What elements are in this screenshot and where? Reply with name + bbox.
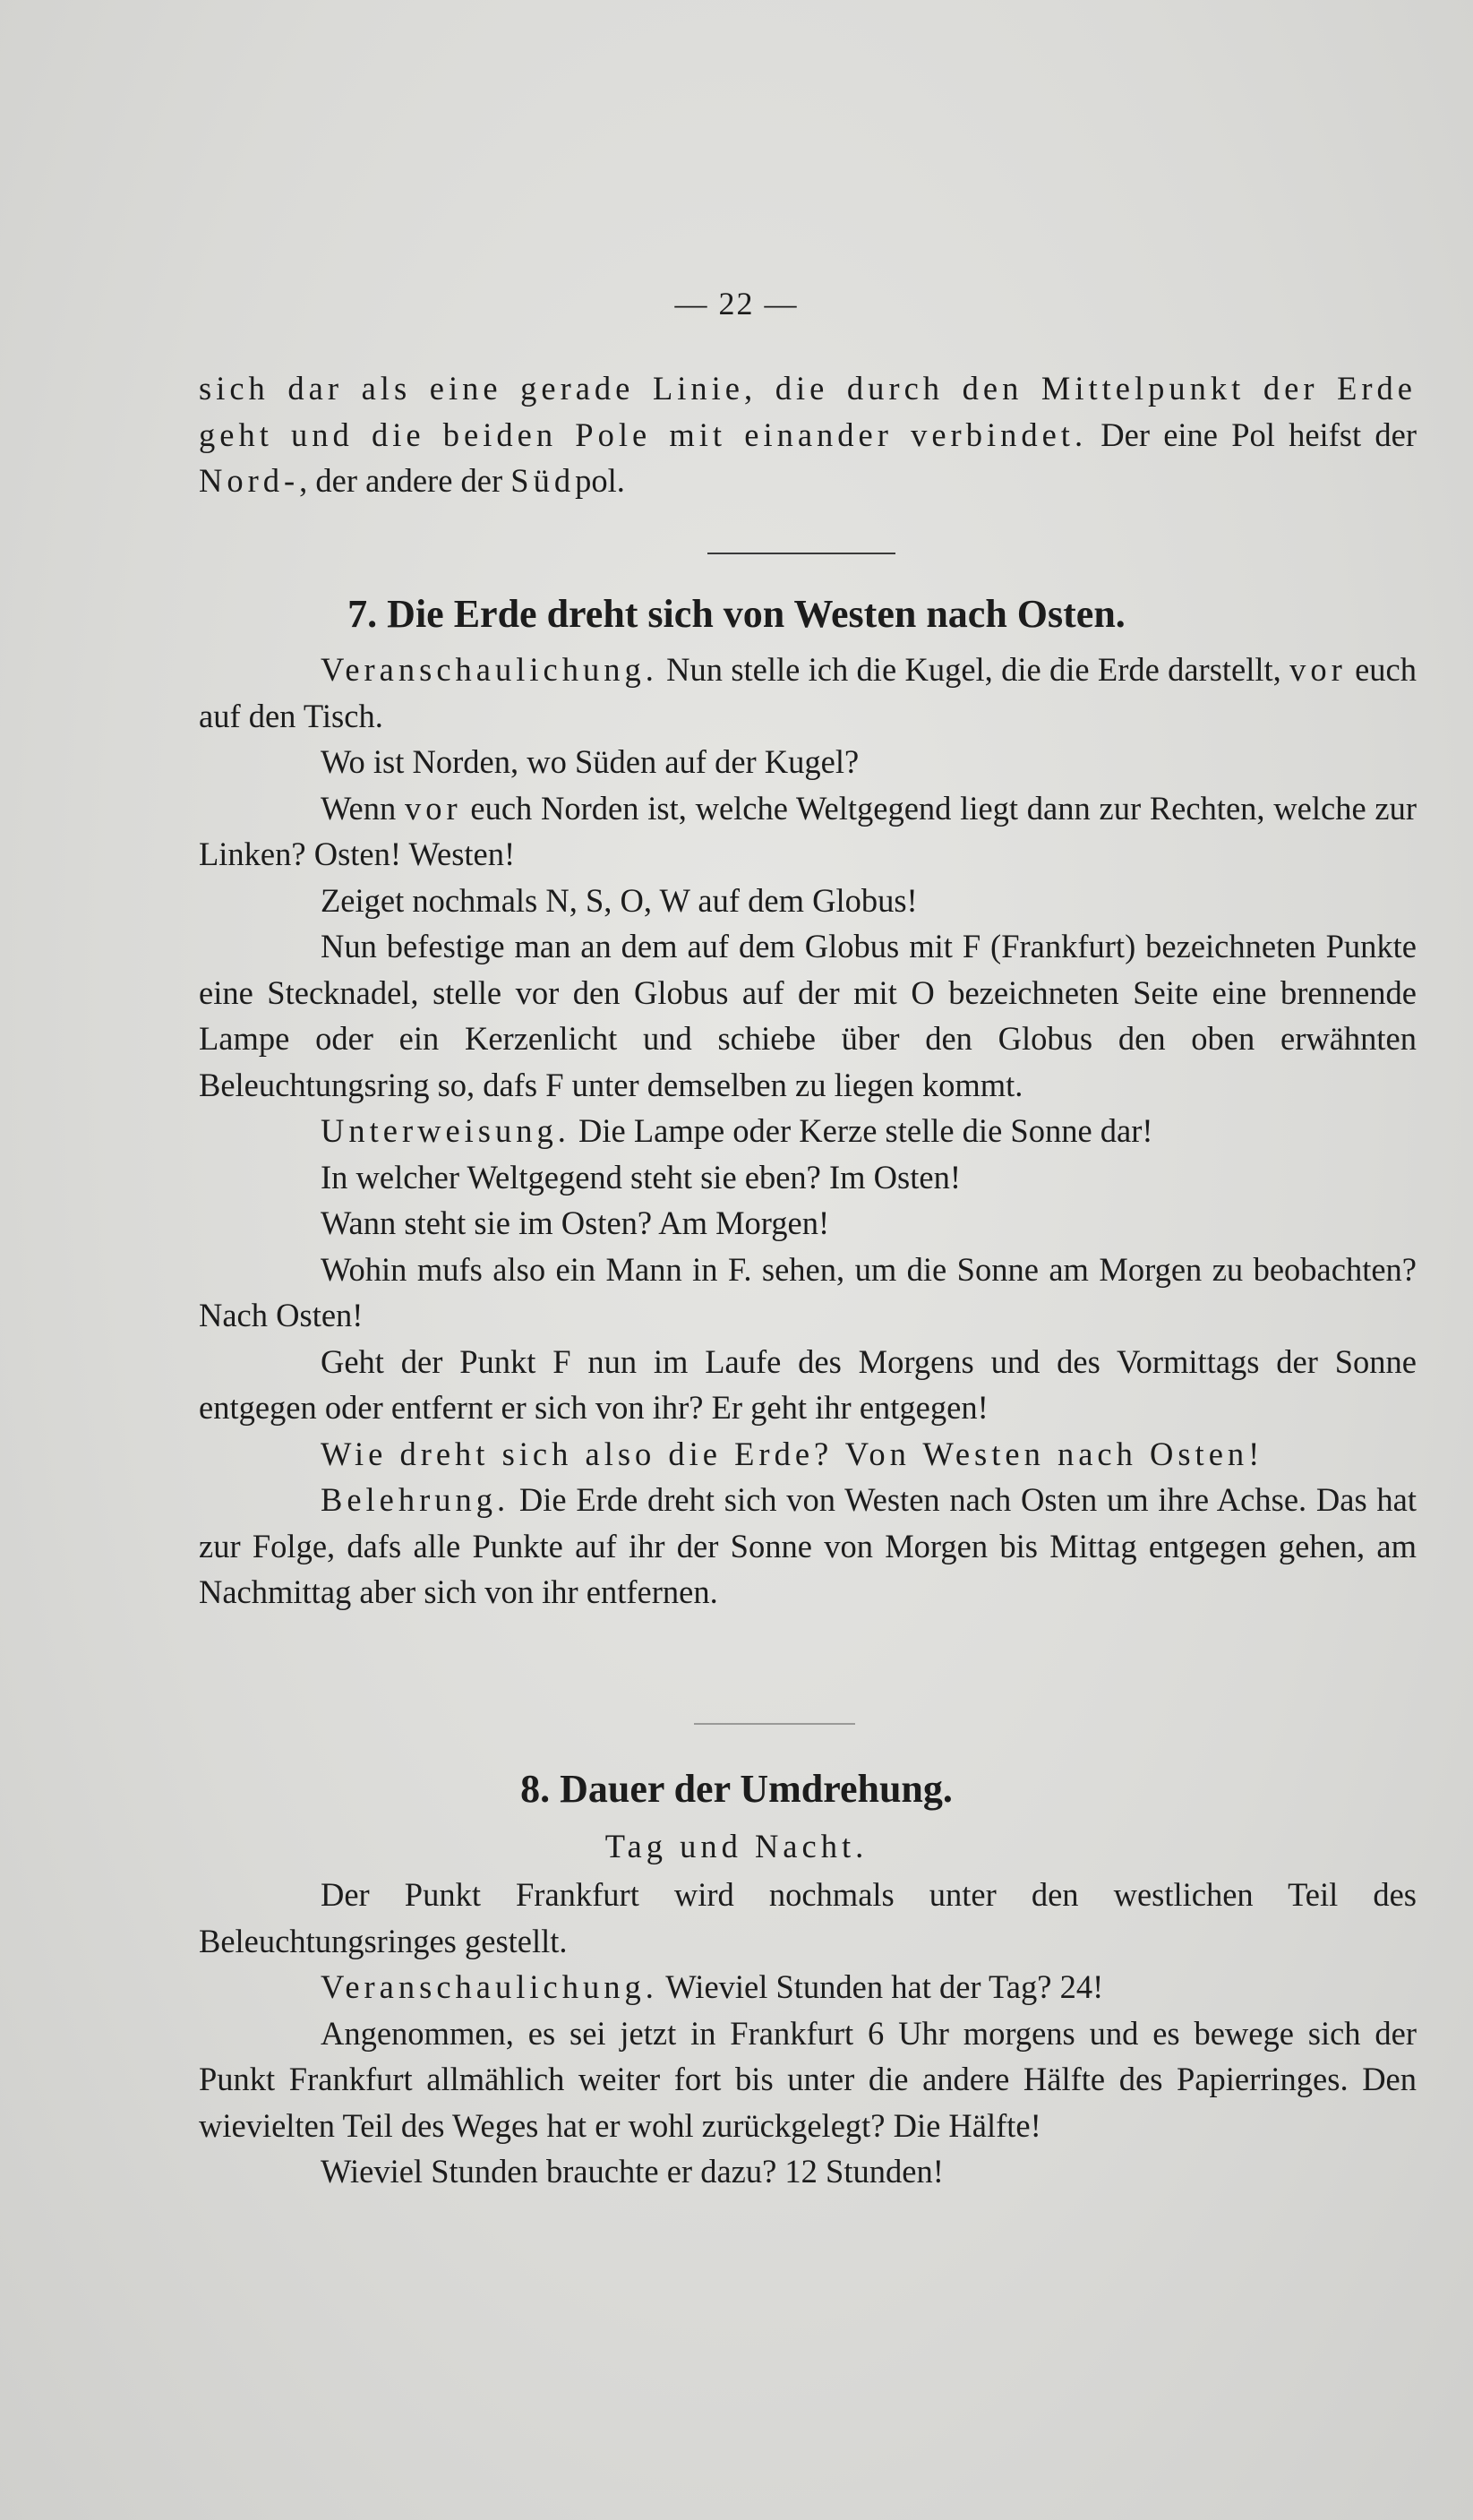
section-divider bbox=[694, 1723, 855, 1725]
text-run: euch Norden ist, welche Weltgegend liegt dann zur Rechten, welche zur Linken? Osten! Westen! bbox=[199, 789, 1417, 872]
spaced-text: sich dar als eine gerade Linie, die durch den Mittelpunkt der Erde geht und die beiden Pole mit einander verbindet. bbox=[199, 370, 1417, 453]
text-run: pol. bbox=[575, 462, 625, 499]
paragraph: Wieviel Stunden brauchte er dazu? 12 Stunden! bbox=[321, 2153, 944, 2190]
paragraph: Der Punkt Frankfurt wird nochmals unter den westlichen Teil des Beleuchtungsringes gestellt. bbox=[199, 1876, 1417, 1959]
text-run: Die Erde dreht sich von Westen nach Osten um ihre Achse. Das hat zur Folge, dafs alle Punkte auf ihr der Sonne von Morgen bis Mittag entgegen gehen, am Nachmittag aber sich von ihr entfernen. bbox=[199, 1481, 1417, 1610]
paragraph: Nun befestige man an dem auf dem Globus mit F (Frankfurt) bezeichneten Punkte eine Stecknadel, stelle vor den Globus auf der mit O bezeichneten Seite eine brennende Lampe oder ein Kerzenlicht und schiebe über den Globus den oben erwähnten Beleuchtungsring so, dafs F unter demselben zu liegen kommt. bbox=[199, 928, 1417, 1103]
text-run: Wenn bbox=[321, 789, 405, 827]
paragraph bbox=[199, 647, 1417, 739]
spaced-text: Süd bbox=[510, 462, 576, 499]
paragraph: Wie dreht sich also die Erde? Von Westen nach Osten! bbox=[321, 1435, 1264, 1472]
section-8-body bbox=[199, 1872, 1417, 2195]
paragraph bbox=[199, 1477, 1417, 1616]
continued-text-block bbox=[199, 365, 1417, 504]
spaced-text: Nord- bbox=[199, 462, 300, 499]
paragraph: In welcher Weltgegend steht sie eben? Im Osten! bbox=[321, 1158, 961, 1196]
paragraph bbox=[199, 1964, 1417, 2010]
section-heading: 8. Dauer der Umdrehung. bbox=[520, 1767, 953, 1811]
spaced-text: vor bbox=[1289, 651, 1347, 688]
paragraph: Geht der Punkt F nun im Laufe des Morgens und des Vormittags der Sonne entgegen oder entfernt er sich von ihr? Er geht ihr entgegen! bbox=[199, 1342, 1417, 1426]
section-divider bbox=[707, 553, 895, 554]
spaced-label: Unterweisung. bbox=[321, 1112, 570, 1149]
paragraph bbox=[199, 365, 1417, 504]
section-heading: 7. Die Erde dreht sich von Westen nach Osten. bbox=[347, 592, 1126, 636]
section-7-body bbox=[199, 647, 1417, 1616]
spaced-text: vor bbox=[404, 789, 462, 827]
paragraph: Wohin mufs also ein Mann in F. sehen, um die Sonne am Morgen zu beobachten? Nach Osten! bbox=[199, 1250, 1417, 1333]
page-number: — 22 — bbox=[674, 286, 799, 321]
spaced-label: Veranschaulichung. bbox=[321, 1968, 658, 2005]
spaced-label: Veranschaulichung. bbox=[321, 651, 658, 688]
paragraph bbox=[199, 1108, 1417, 1154]
text-run: Der eine Pol heifst der bbox=[1087, 416, 1417, 453]
paragraph: Zeiget nochmals N, S, O, W auf dem Globus! bbox=[321, 881, 918, 919]
text-run: Die Lampe oder Kerze stelle die Sonne dar! bbox=[570, 1112, 1153, 1149]
paragraph: Wo ist Norden, wo Süden auf der Kugel? bbox=[321, 743, 860, 780]
paragraph: Angenommen, es sei jetzt in Frankfurt 6 Uhr morgens und es bewege sich der Punkt Frankfurt allmählich weiter fort bis unter die andere Hälfte des Papierringes. Den wievielten Teil des Weges hat er wohl zurückgelegt? Die Hälfte! bbox=[199, 2014, 1417, 2144]
text-run: euch auf den Tisch. bbox=[199, 651, 1417, 734]
spaced-label: Belehrung. bbox=[321, 1481, 510, 1518]
section-subheading: Tag und Nacht. bbox=[604, 1828, 869, 1864]
paragraph: Wann steht sie im Osten? Am Morgen! bbox=[321, 1204, 830, 1241]
text-run: , der andere der bbox=[299, 462, 511, 499]
text-run: Nun stelle ich die Kugel, die die Erde darstellt, bbox=[657, 651, 1290, 688]
paragraph bbox=[199, 785, 1417, 878]
text-run: Wieviel Stunden hat der Tag? 24! bbox=[657, 1968, 1104, 2005]
